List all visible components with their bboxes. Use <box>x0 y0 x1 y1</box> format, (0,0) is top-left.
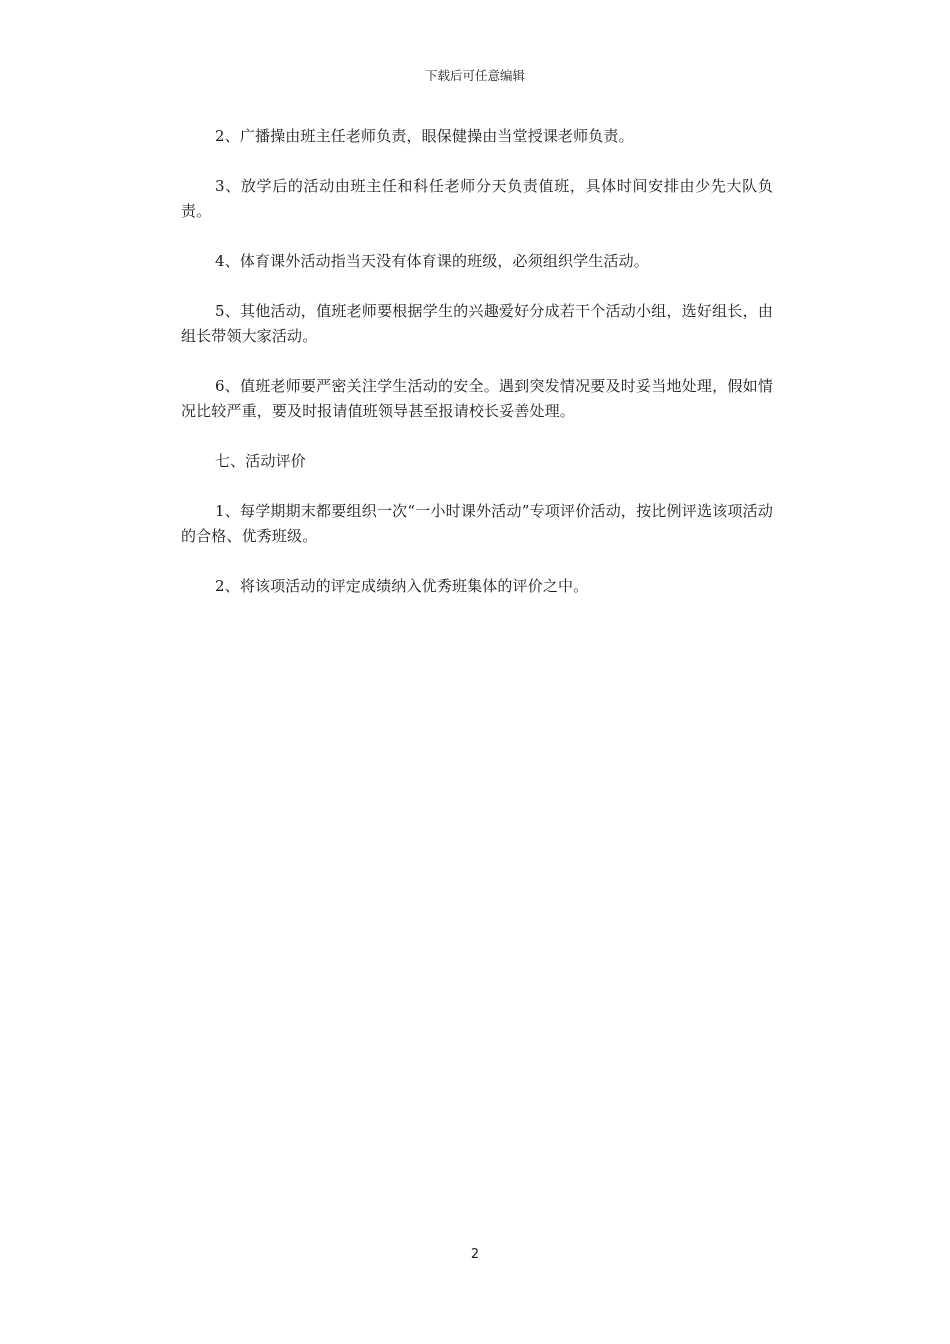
paragraph-safety: 6、值班老师要严密关注学生活动的安全。遇到突发情况要及时妥当地处理，假如情况比较严重，要及时报请值班领导甚至报请校长妥善处理。 <box>181 377 773 420</box>
paragraph-duty-exercise: 2、广播操由班主任老师负责，眼保健操由当堂授课老师负责。 <box>215 127 634 145</box>
paragraph-evaluation-1: 1、每学期期末都要组织一次“一小时课外活动”专项评价活动，按比例评选该项活动的合格、优秀班级。 <box>181 502 773 545</box>
document-body <box>181 124 773 624</box>
page-header: 下载后可任意编辑 <box>424 68 525 83</box>
paragraph-other-activities: 5、其他活动，值班老师要根据学生的兴趣爱好分成若干个活动小组，选好组长，由组长带领大家活动。 <box>181 302 773 345</box>
section-heading-evaluation: 七、活动评价 <box>215 452 306 470</box>
paragraph-pe-activity: 4、体育课外活动指当天没有体育课的班级，必须组织学生活动。 <box>215 252 649 270</box>
paragraph-after-school: 3、放学后的活动由班主任和科任老师分天负责值班，具体时间安排由少先大队负责。 <box>181 177 773 220</box>
page-number: 2 <box>470 1247 480 1262</box>
paragraph-evaluation-2: 2、将该项活动的评定成绩纳入优秀班集体的评价之中。 <box>215 577 589 595</box>
